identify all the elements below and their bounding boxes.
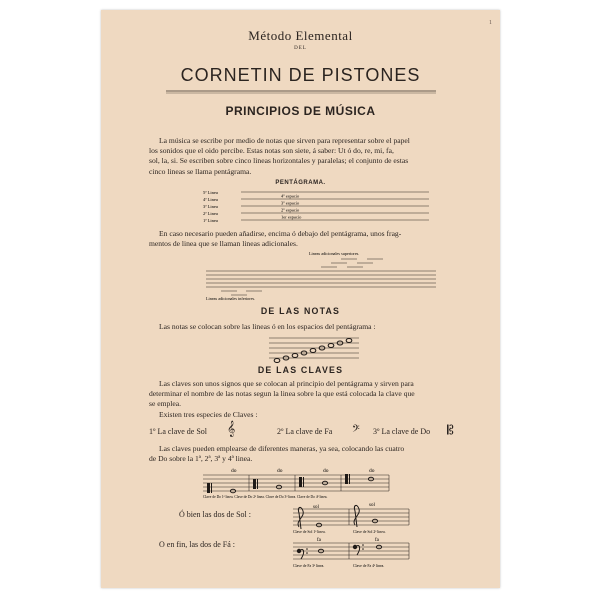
notas-heading: DE LAS NOTAS [260,306,341,316]
notas-text: Las notas se colocan sobre las lineas ó en los espacios del pentágrama : [159,322,376,331]
clef-do-label: 3º La clave de Do [373,427,431,436]
additional-line-2: mentos de linea que se llaman lineas adicionales. [149,239,298,249]
claves-usage-line-2: de Do sobre la 1ª, 2ª, 3ª y 4ª linea. [149,454,253,464]
sol-intro: Ó bien las dos de Sol : [179,510,251,519]
notes-staff [269,333,359,363]
clef-fa-label: 2º La clave de Fa [277,427,333,436]
claves-line-1: Las claves son unos signos que se colocan al principio del pentágrama y sirven para [159,379,414,388]
pentagrama-label: PENTÁGRAMA. [275,180,326,186]
ledger-lines-diagram [201,250,441,302]
additional-lines-paragraph [149,229,467,249]
pentagrama-line-2: 2ª Linea [203,211,218,216]
do-clefs-caption: Clave de Do 1ª linea. Clave de Do 2ª linea. Clave de Do 3ª linea. Clave de Do 4ª linea. [203,495,328,499]
intro-line-2: los sonidos que el oido percibe. Estas notas son siete, á saber: Ut ó do, re, mi, fa, [149,146,394,156]
fa-caption-1: Clave de Fa 3ª linea. [293,564,325,568]
sol-note-label-2: sol [369,503,375,508]
fa-intro: O en fin, las dos de Fá : [159,540,235,549]
fa-note-label-2: fa [375,538,379,543]
upper-ledger-label: Lineas adicionales superiores. [309,251,360,256]
claves-line-2: determinar el nombre de las notas segun la linea sobre la que está colocada la clave que [149,389,415,399]
pentagrama-line-5: 5ª Linea [203,190,218,195]
pentagrama-space-4: 4º espacio [281,193,300,199]
sol-caption-2: Clave de Sol 2ª linea. [353,530,386,534]
claves-usage-line-1: Las claves pueden emplearse de diferentes maneras, ya sea, colocando las cuatro [159,444,405,453]
claves-heading: DE LAS CLAVES [257,365,344,375]
fa-note-label-1: fa [317,538,321,543]
intro-paragraph [149,136,467,177]
do-note-label-2: do [277,468,283,474]
intro-line-4: cinco lineas se llama pentágrama. [149,166,252,176]
do-clefs-staff [201,466,391,500]
do-note-label-3: do [323,468,329,474]
pentagrama-space-1: 1er espacio [281,214,302,220]
claves-line-4: Existen tres especies de Claves : [159,409,258,419]
fa-clefs-staff [291,533,411,569]
do-note-label-1: do [231,468,237,474]
bass-clef-icon: 𝄢 [352,423,360,437]
page-number: 1 [489,20,492,26]
clefs-row [149,422,469,441]
pentagrama-line-3: 3ª Linea [203,204,218,209]
treble-clef-icon: 𝄞 [227,422,236,437]
claves-usage-paragraph [149,444,467,464]
fa-caption-2: Clave de Fa 4ª linea. [353,564,385,568]
intro-line-3: sol, la, si. Se escriben sobre cinco lineas horizontales y paralelas; el conjunto de estas [149,156,409,166]
do-note-label-4: do [369,468,375,474]
pentagrama-line-1: 1ª Linea [203,218,218,223]
title-line-1: Método Elemental [248,28,353,43]
claves-line-3: se emplea. [149,399,182,409]
pentagrama-space-3: 3º espacio [281,200,300,206]
page-title: CORNETIN DE PISTONES [180,65,421,85]
lower-ledger-label: Lineas adicionales inferiores. [206,296,256,301]
book-page [101,10,500,588]
pentagrama-space-2: 2º espacio [281,207,300,213]
additional-line-1: En caso necesario pueden añadirse, encima ó debajo del pentágrama, unos frag- [159,229,402,238]
title-rule [166,90,436,94]
sol-clefs-staff [291,499,411,535]
section-title: PRINCIPIOS DE MÚSICA [225,104,376,118]
intro-line-1: La música se escribe por medio de notas que sirven para representar sobre el papel [159,136,410,145]
title-line-2: DEL [294,46,307,51]
pentagrama-line-4: 4ª Linea [203,197,218,202]
sol-note-label-1: sol [313,505,319,510]
clef-sol-label: 1º La clave de Sol [149,427,208,436]
alto-clef-icon: 𝄡 [447,423,454,437]
sol-caption-1: Clave de Sol 1ª linea. [293,530,326,534]
pentagrama-diagram [201,188,431,228]
claves-paragraph [149,379,467,420]
